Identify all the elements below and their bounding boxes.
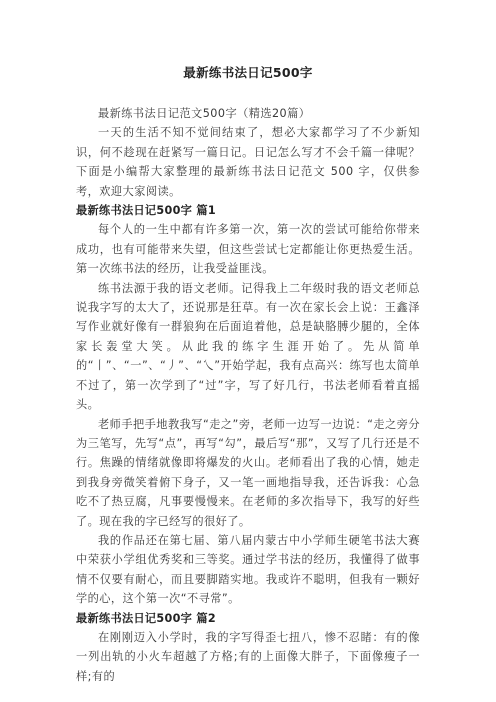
body-paragraph: 我的作品还在第七届、第八届内蒙古中小学师生硬笔书法大赛中荣获小学组优秀奖和三等奖。通过学书法的经历，我懂得了做事情不仅要有耐心，而且要脚踏实地。我或许不聪明，但我有一颗好学的心，这个第一次“不寻常”。 — [76, 533, 420, 606]
document-title: 最新练书法日记500字 — [183, 65, 313, 80]
body-paragraph: 每个人的一生中都有许多第一次，第一次的尝试可能给你带来成功，也有可能带来失望，但这些尝试七定都能让你更热爱生活。第一次练书法的经历，让我受益匪浅。 — [76, 223, 420, 276]
section-heading: 最新练书法日记500字 篇1 — [76, 204, 216, 218]
body-paragraph: 练书法源于我的语文老师。记得我上二年级时我的语文老师总说我字写的太大了，还说那是狂草。有一次在家长会上说：王鑫泽写作业就好像有一群狼狗在后面追着他，总是缺胳膊少腿的，全体家长轰堂大笑。从此我的练字生涯开始了。先从简单的“丨”、“一”、“丿”、“乀”开始学起，我有点高兴：练写也太简单不过了，第一次学到了“过”字，写了好几行，书法老师看着直摇头。 — [76, 281, 420, 412]
body-paragraph: 老师手把手地教我写“走之”旁，老师一边写一边说：“走之旁分为三笔写，先写“点”，再写“勾”，最后写“那”，又写了几行还是不行。焦躁的情绪就像即将爆发的火山。老师看出了我的心情，她走到我身旁微笑着俯下身子，又一笔一画地指导我，还告诉我：心急吃不了热豆腐，凡事要慢慢来。在老师的多次指导下，我写的好些了。现在我的字已经写的很好了。 — [76, 417, 420, 528]
body-paragraph: 在刚刚迈入小学时，我的字写得歪七扭八，惨不忍睹：有的像一列出轨的小火车超越了方格;有的上面像大胖子，下面像瘦子一样;有的 — [76, 630, 420, 683]
section-heading: 最新练书法日记500字 篇2 — [76, 611, 216, 625]
intro-paragraph: 一天的生活不知不觉间结束了，想必大家都学习了不少新知识，何不趁现在赶紧写一篇日记。日记怎么写才不会千篇一律呢？下面是小编帮大家整理的最新练书法日记范文 500 字，仅供参考，欢迎大家阅读。 — [76, 126, 420, 198]
document-subtitle: 最新练书法日记范文500字（精选20篇） — [98, 107, 311, 120]
